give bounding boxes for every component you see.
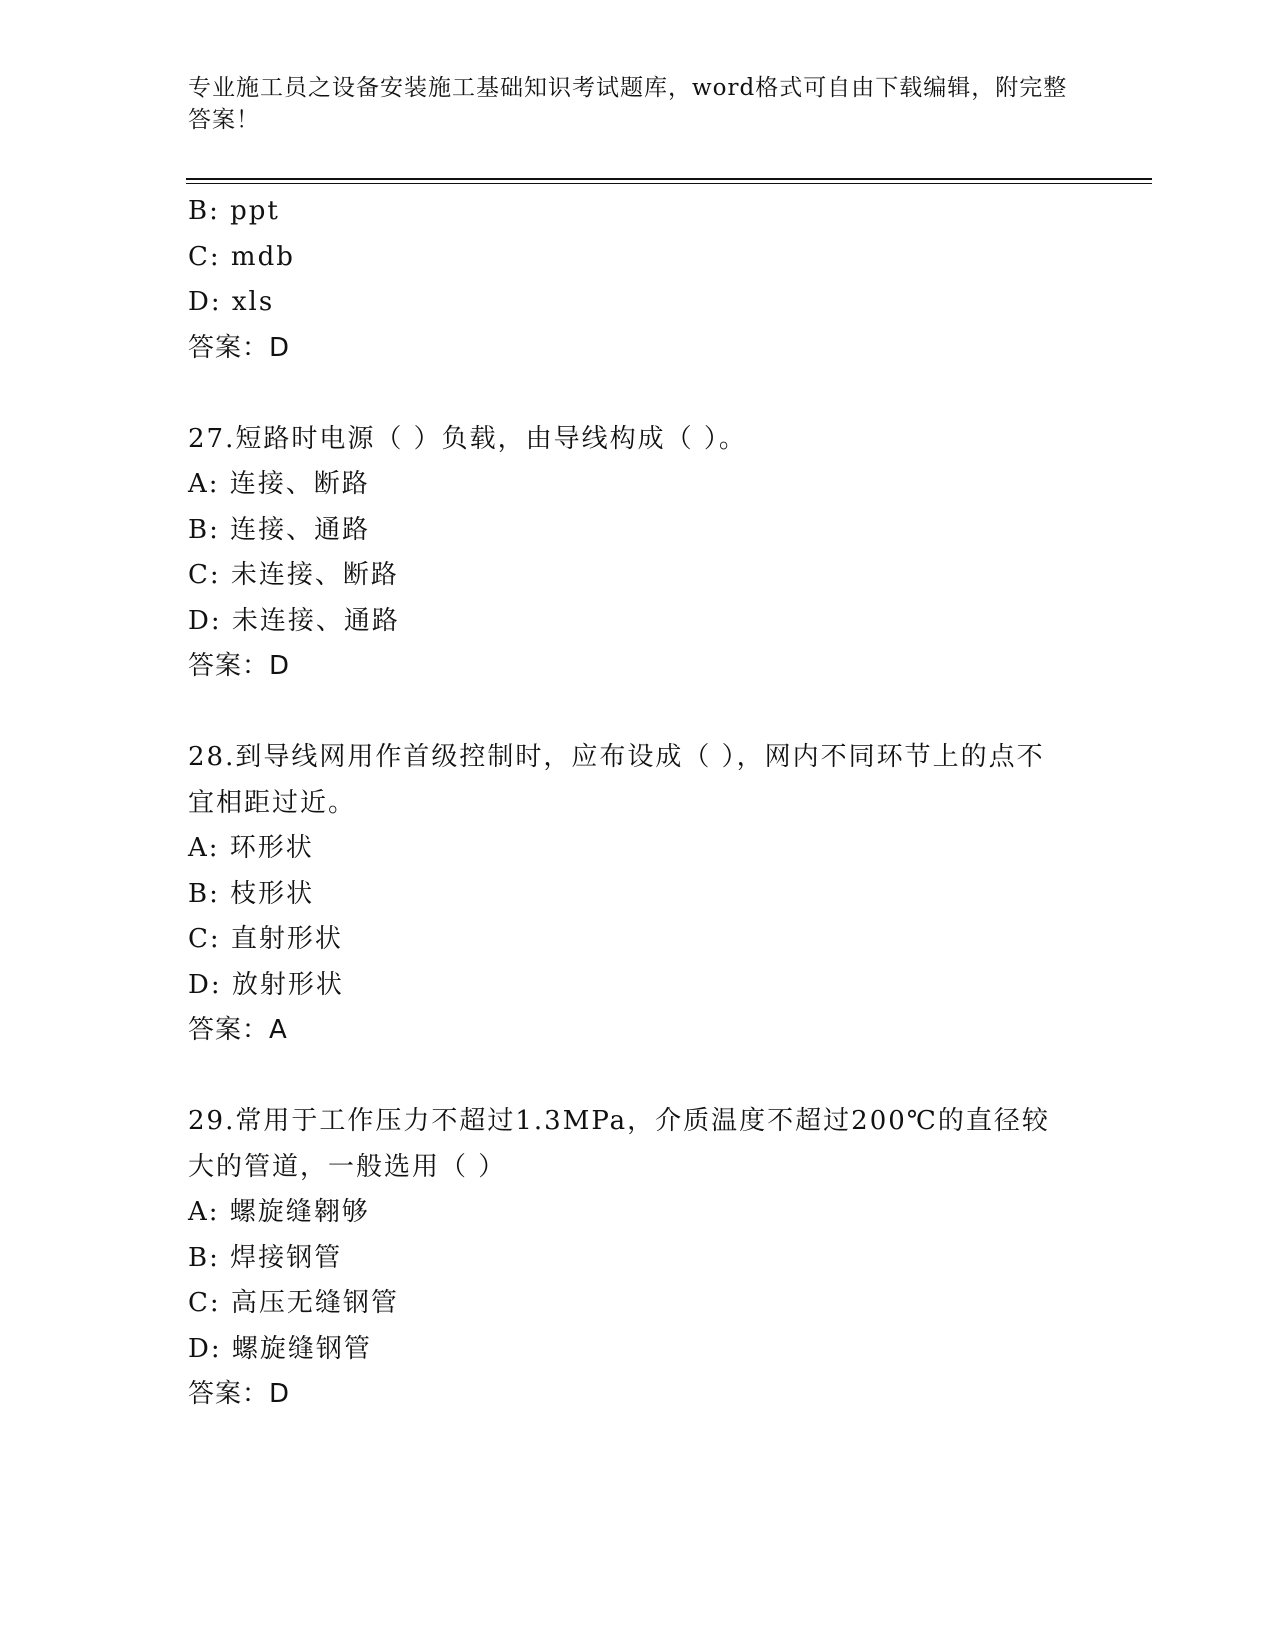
option-b: B: ppt — [188, 196, 280, 226]
question-28 — [188, 735, 1088, 1054]
option-c: C: 高压无缝钢管 — [188, 1288, 399, 1318]
question-27 — [188, 417, 1088, 690]
answer: 答案：A — [188, 1015, 288, 1045]
option-c: C: 未连接、断路 — [188, 560, 399, 590]
header-rule — [186, 178, 1152, 180]
question-stem: 27.短路时电源（ ）负载，由导线构成（ ）。 — [188, 423, 747, 454]
option-c: C: 直射形状 — [188, 924, 343, 954]
option-d: D: 未连接、通路 — [188, 605, 400, 636]
answer: 答案：D — [188, 332, 291, 363]
header-rule-thin — [186, 183, 1152, 184]
option-b: B: 枝形状 — [188, 878, 315, 909]
question-26-continued — [188, 189, 1088, 371]
question-list — [188, 189, 1088, 1418]
answer: 答案：D — [188, 651, 291, 681]
option-c: C: mdb — [188, 241, 295, 272]
option-a: A: 螺旋缝翱够 — [188, 1197, 370, 1227]
option-d: D: 放射形状 — [188, 969, 344, 1000]
option-a: A: 连接、断路 — [188, 469, 370, 499]
option-d: D: 螺旋缝钢管 — [188, 1333, 372, 1364]
answer: 答案：D — [188, 1379, 291, 1409]
option-a: A: 环形状 — [188, 833, 314, 863]
document-header: 专业施工员之设备安装施工基础知识考试题库，word格式可自由下载编辑，附完整答案！ — [188, 75, 1068, 133]
option-d: D: xls — [188, 287, 275, 317]
question-stem: 28.到导线网用作首级控制时，应布设成（ ），网内不同环节上的点不宜相距过近。 — [188, 742, 1045, 818]
option-b: B: 焊接钢管 — [188, 1242, 343, 1273]
question-29 — [188, 1099, 1088, 1418]
question-stem: 29.常用于工作压力不超过1.3MPa，介质温度不超过200℃的直径较大的管道，一般选用（ ） — [188, 1106, 1050, 1182]
option-b: B: 连接、通路 — [188, 514, 371, 545]
